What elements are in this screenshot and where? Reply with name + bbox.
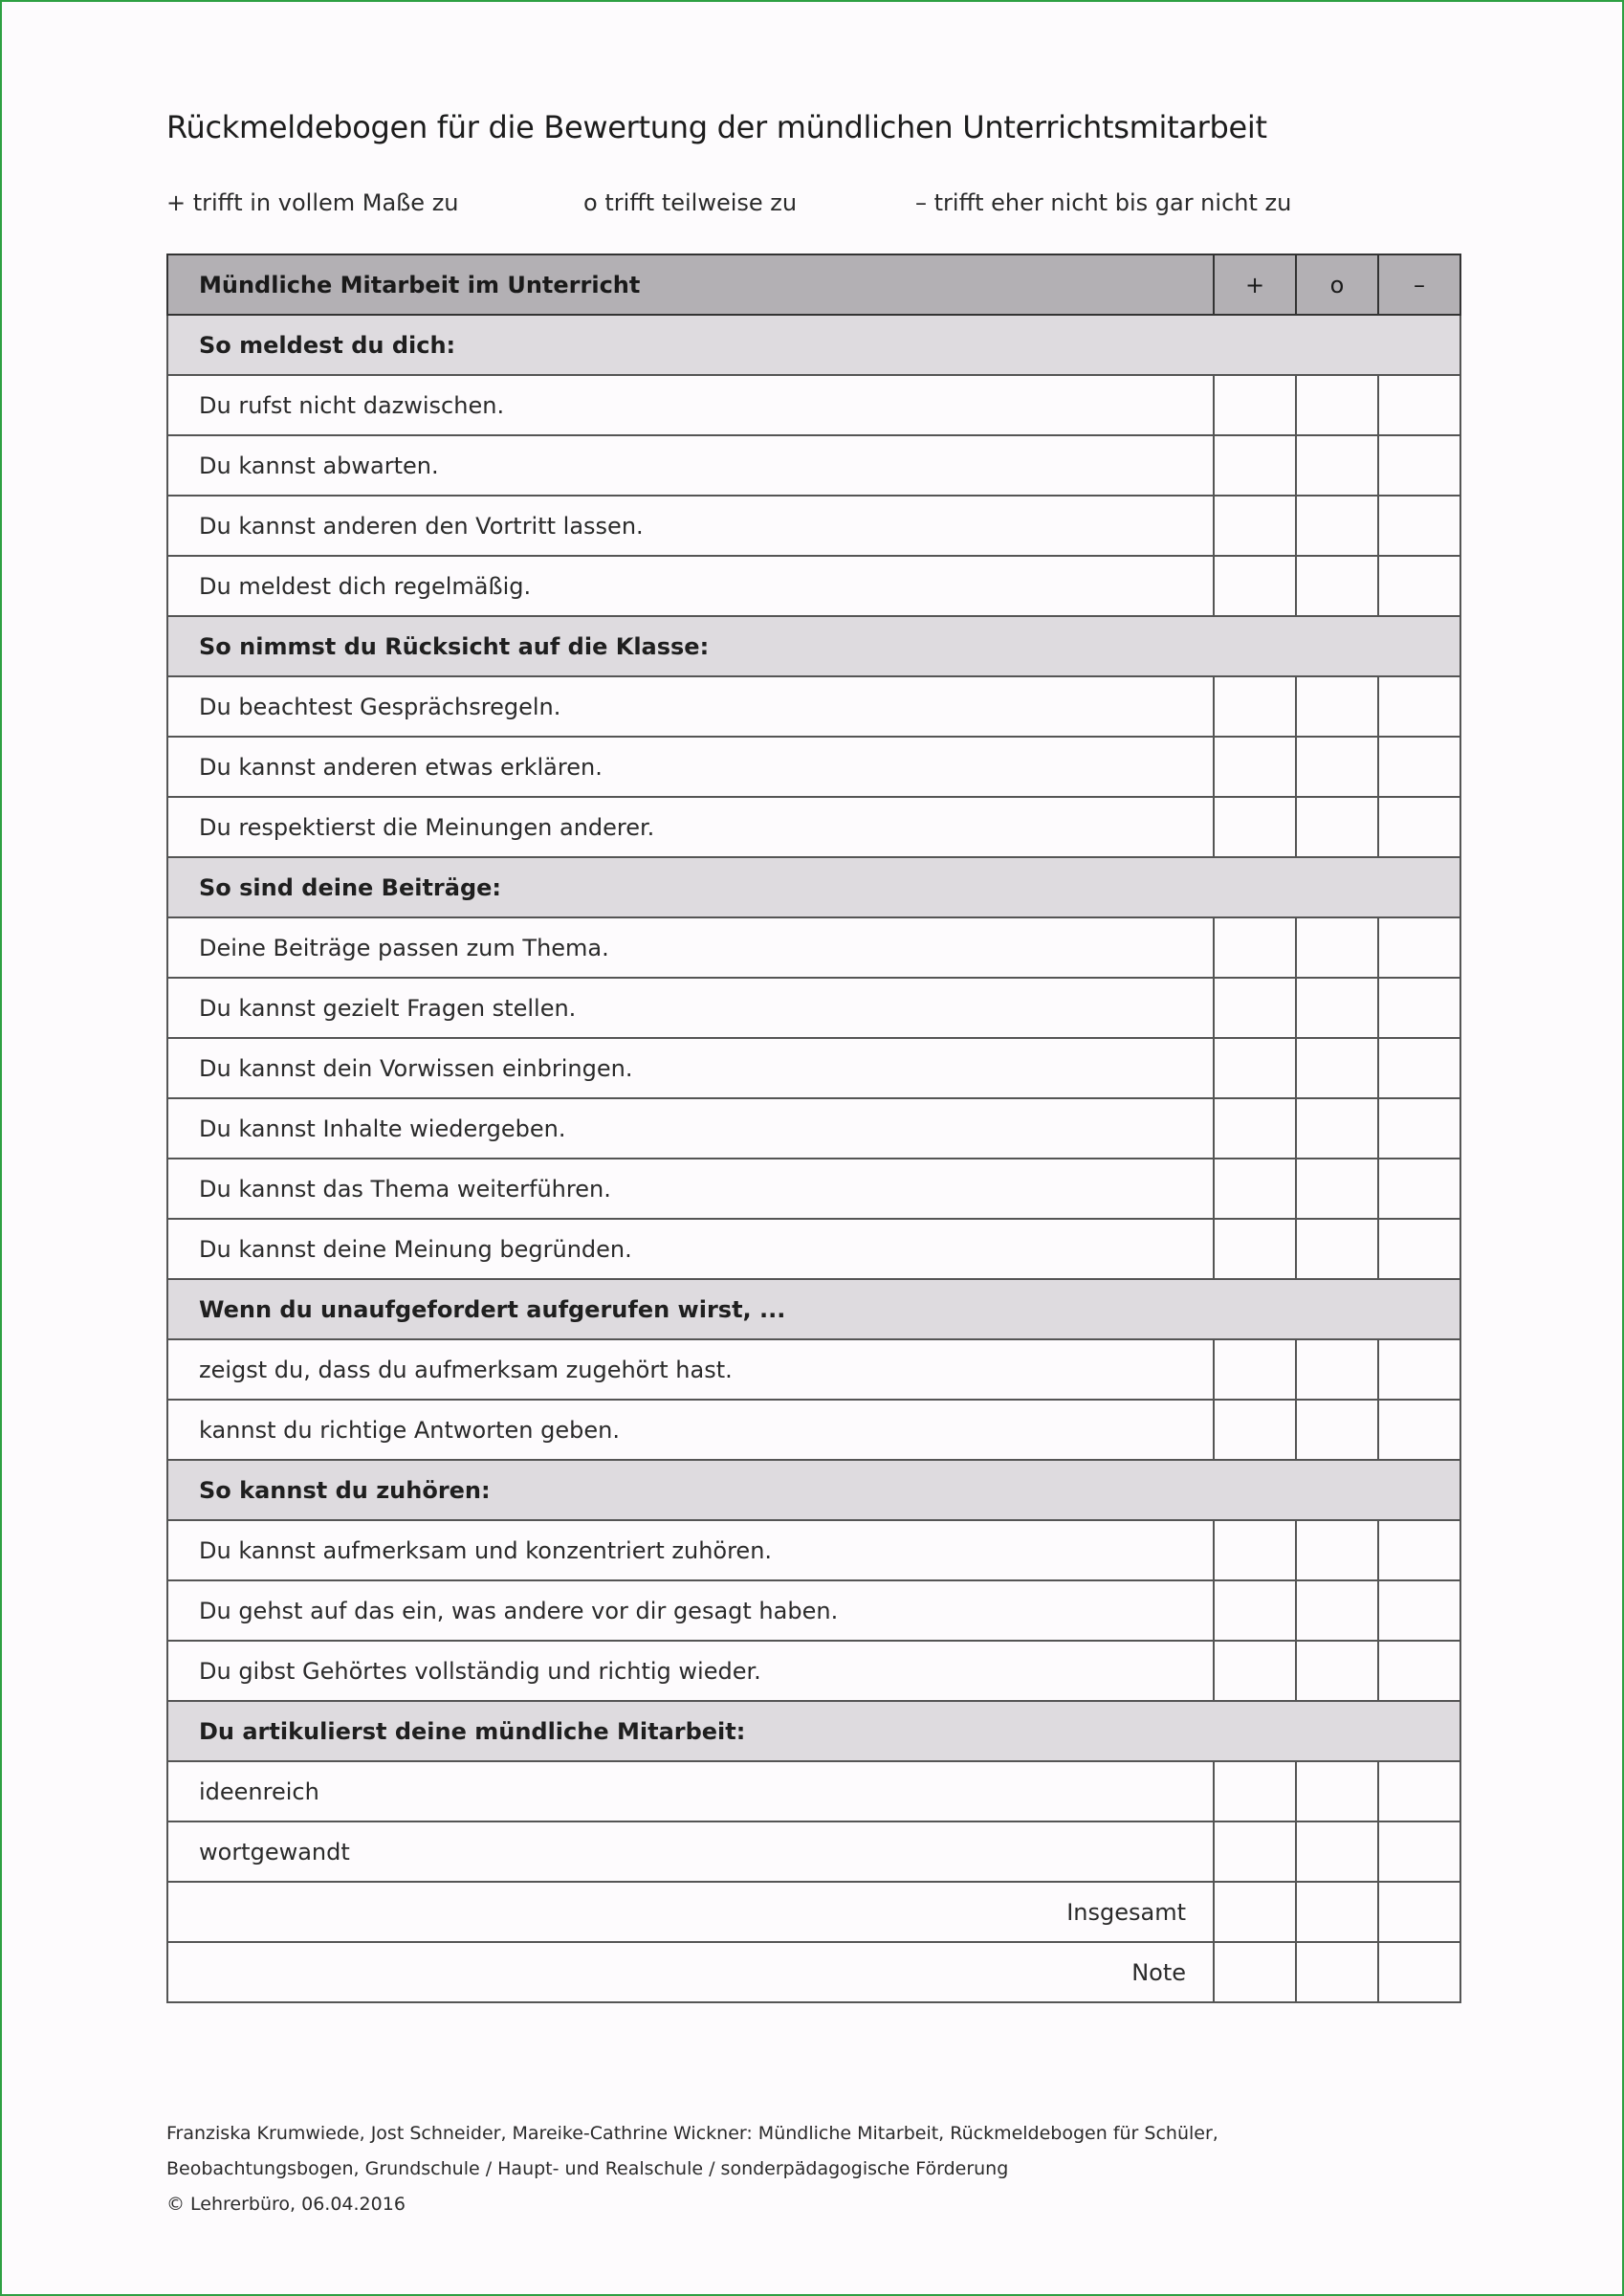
rating-cell-minus[interactable] xyxy=(1378,1580,1460,1641)
rating-cell-plus[interactable] xyxy=(1214,1159,1296,1219)
rating-cell-partial[interactable] xyxy=(1296,435,1378,496)
section-header-row xyxy=(167,857,1460,917)
rating-cell-plus[interactable] xyxy=(1214,496,1296,556)
grade-label: Note xyxy=(167,1942,1214,2002)
total-cell-plus[interactable] xyxy=(1214,1882,1296,1942)
rating-cell-partial[interactable] xyxy=(1296,1761,1378,1821)
rating-cell-partial[interactable] xyxy=(1296,1339,1378,1400)
column-header-partial: o xyxy=(1296,254,1378,315)
rating-cell-minus[interactable] xyxy=(1378,676,1460,737)
table-row xyxy=(167,1821,1460,1882)
criterion-text: Du gibst Gehörtes vollständig und richtig wieder. xyxy=(167,1641,1214,1701)
table-row xyxy=(167,917,1460,978)
rating-cell-plus[interactable] xyxy=(1214,1580,1296,1641)
table-header-title: Mündliche Mitarbeit im Unterricht xyxy=(167,254,1214,315)
table-row xyxy=(167,978,1460,1038)
rating-cell-minus[interactable] xyxy=(1378,496,1460,556)
table-row xyxy=(167,797,1460,857)
rating-cell-plus[interactable] xyxy=(1214,435,1296,496)
rating-cell-partial[interactable] xyxy=(1296,1580,1378,1641)
rating-cell-plus[interactable] xyxy=(1214,1520,1296,1580)
rating-cell-plus[interactable] xyxy=(1214,1400,1296,1460)
section-header-row xyxy=(167,1701,1460,1761)
rating-cell-minus[interactable] xyxy=(1378,1641,1460,1701)
rating-cell-partial[interactable] xyxy=(1296,496,1378,556)
table-row xyxy=(167,496,1460,556)
rating-cell-minus[interactable] xyxy=(1378,1339,1460,1400)
section-title: So nimmst du Rücksicht auf die Klasse: xyxy=(167,616,1460,676)
rating-cell-plus[interactable] xyxy=(1214,1339,1296,1400)
grade-row xyxy=(167,1942,1460,2002)
rating-cell-minus[interactable] xyxy=(1378,1219,1460,1279)
grade-cell-partial[interactable] xyxy=(1296,1942,1378,2002)
table-row xyxy=(167,1580,1460,1641)
section-header-row xyxy=(167,1460,1460,1520)
page-title: Rückmeldebogen für die Bewertung der mündlichen Unterrichtsmitarbeit xyxy=(166,109,1267,145)
rating-cell-partial[interactable] xyxy=(1296,1821,1378,1882)
rating-cell-minus[interactable] xyxy=(1378,737,1460,797)
table-row xyxy=(167,556,1460,616)
rating-cell-minus[interactable] xyxy=(1378,917,1460,978)
column-header-minus: – xyxy=(1378,254,1460,315)
rating-cell-plus[interactable] xyxy=(1214,1038,1296,1098)
section-title: Wenn du unaufgefordert aufgerufen wirst, ... xyxy=(167,1279,1460,1339)
rating-cell-plus[interactable] xyxy=(1214,1219,1296,1279)
table-header-row xyxy=(167,254,1460,315)
rating-cell-plus[interactable] xyxy=(1214,1641,1296,1701)
table-body xyxy=(167,315,1460,1882)
criterion-text: wortgewandt xyxy=(167,1821,1214,1882)
rating-cell-partial[interactable] xyxy=(1296,1098,1378,1159)
rating-cell-partial[interactable] xyxy=(1296,1159,1378,1219)
criterion-text: Deine Beiträge passen zum Thema. xyxy=(167,917,1214,978)
grade-cell-minus[interactable] xyxy=(1378,1942,1460,2002)
rating-cell-plus[interactable] xyxy=(1214,556,1296,616)
column-header-plus: + xyxy=(1214,254,1296,315)
table-row xyxy=(167,1098,1460,1159)
criterion-text: Du kannst gezielt Fragen stellen. xyxy=(167,978,1214,1038)
section-title: Du artikulierst deine mündliche Mitarbeit: xyxy=(167,1701,1460,1761)
section-title: So meldest du dich: xyxy=(167,315,1460,375)
rating-cell-minus[interactable] xyxy=(1378,1400,1460,1460)
table-row xyxy=(167,1641,1460,1701)
rating-cell-minus[interactable] xyxy=(1378,1038,1460,1098)
rating-cell-minus[interactable] xyxy=(1378,556,1460,616)
rating-cell-minus[interactable] xyxy=(1378,1098,1460,1159)
total-cell-minus[interactable] xyxy=(1378,1882,1460,1942)
rating-cell-partial[interactable] xyxy=(1296,1520,1378,1580)
rating-cell-partial[interactable] xyxy=(1296,1400,1378,1460)
rating-cell-plus[interactable] xyxy=(1214,1098,1296,1159)
criterion-text: Du gehst auf das ein, was andere vor dir gesagt haben. xyxy=(167,1580,1214,1641)
table-row xyxy=(167,435,1460,496)
rating-cell-minus[interactable] xyxy=(1378,1761,1460,1821)
total-row xyxy=(167,1882,1460,1942)
criterion-text: Du meldest dich regelmäßig. xyxy=(167,556,1214,616)
section-title: So sind deine Beiträge: xyxy=(167,857,1460,917)
table-row xyxy=(167,375,1460,435)
criterion-text: Du rufst nicht dazwischen. xyxy=(167,375,1214,435)
criterion-text: Du kannst das Thema weiterführen. xyxy=(167,1159,1214,1219)
criterion-text: Du kannst aufmerksam und konzentriert zuhören. xyxy=(167,1520,1214,1580)
grade-cell-plus[interactable] xyxy=(1214,1942,1296,2002)
rating-cell-minus[interactable] xyxy=(1378,375,1460,435)
rating-cell-minus[interactable] xyxy=(1378,978,1460,1038)
document-footer xyxy=(166,2116,1218,2222)
legend-partial: o trifft teilweise zu xyxy=(583,189,798,216)
rating-cell-plus[interactable] xyxy=(1214,797,1296,857)
footer-citation-line-2: Beobachtungsbogen, Grundschule / Haupt- und Realschule / sonderpädagogische Förderung xyxy=(166,2158,1009,2179)
rating-cell-partial[interactable] xyxy=(1296,1641,1378,1701)
criterion-text: Du beachtest Gesprächsregeln. xyxy=(167,676,1214,737)
criterion-text: Du kannst anderen etwas erklären. xyxy=(167,737,1214,797)
rating-cell-plus[interactable] xyxy=(1214,978,1296,1038)
legend-plus: + trifft in vollem Maße zu xyxy=(166,189,459,216)
criterion-text: Du kannst deine Meinung begründen. xyxy=(167,1219,1214,1279)
rating-cell-plus[interactable] xyxy=(1214,676,1296,737)
rating-cell-plus[interactable] xyxy=(1214,1821,1296,1882)
table-row xyxy=(167,1219,1460,1279)
criterion-text: ideenreich xyxy=(167,1761,1214,1821)
rating-cell-minus[interactable] xyxy=(1378,797,1460,857)
criterion-text: Du kannst dein Vorwissen einbringen. xyxy=(167,1038,1214,1098)
rating-cell-partial[interactable] xyxy=(1296,978,1378,1038)
feedback-table xyxy=(166,254,1461,2003)
criterion-text: Du kannst anderen den Vortritt lassen. xyxy=(167,496,1214,556)
rating-cell-partial[interactable] xyxy=(1296,737,1378,797)
legend-minus: – trifft eher nicht bis gar nicht zu xyxy=(915,189,1292,216)
rating-cell-minus[interactable] xyxy=(1378,435,1460,496)
footer-copyright: © Lehrerbüro, 06.04.2016 xyxy=(166,2194,406,2215)
table-row xyxy=(167,1159,1460,1219)
rating-cell-partial[interactable] xyxy=(1296,797,1378,857)
total-label: Insgesamt xyxy=(167,1882,1214,1942)
table-row xyxy=(167,1400,1460,1460)
rating-cell-partial[interactable] xyxy=(1296,1038,1378,1098)
section-header-row xyxy=(167,1279,1460,1339)
rating-cell-partial[interactable] xyxy=(1296,917,1378,978)
rating-cell-partial[interactable] xyxy=(1296,1219,1378,1279)
rating-cell-minus[interactable] xyxy=(1378,1520,1460,1580)
section-header-row xyxy=(167,616,1460,676)
footer-citation-line-1: Franziska Krumwiede, Jost Schneider, Mareike-Cathrine Wickner: Mündliche Mitarbeit, Rückmeldebogen für Schüler, xyxy=(166,2123,1218,2144)
criterion-text: zeigst du, dass du aufmerksam zugehört hast. xyxy=(167,1339,1214,1400)
table-row xyxy=(167,676,1460,737)
table-row xyxy=(167,1761,1460,1821)
criterion-text: Du kannst Inhalte wiedergeben. xyxy=(167,1098,1214,1159)
total-cell-partial[interactable] xyxy=(1296,1882,1378,1942)
criterion-text: Du respektierst die Meinungen anderer. xyxy=(167,797,1214,857)
section-header-row xyxy=(167,315,1460,375)
rating-cell-plus[interactable] xyxy=(1214,917,1296,978)
table-row xyxy=(167,1038,1460,1098)
rating-cell-partial[interactable] xyxy=(1296,375,1378,435)
rating-cell-minus[interactable] xyxy=(1378,1159,1460,1219)
table-row xyxy=(167,1520,1460,1580)
criterion-text: kannst du richtige Antworten geben. xyxy=(167,1400,1214,1460)
table-row xyxy=(167,1339,1460,1400)
rating-cell-minus[interactable] xyxy=(1378,1821,1460,1882)
rating-cell-plus[interactable] xyxy=(1214,1761,1296,1821)
rating-cell-partial[interactable] xyxy=(1296,556,1378,616)
section-title: So kannst du zuhören: xyxy=(167,1460,1460,1520)
rating-cell-plus[interactable] xyxy=(1214,737,1296,797)
criterion-text: Du kannst abwarten. xyxy=(167,435,1214,496)
rating-cell-partial[interactable] xyxy=(1296,676,1378,737)
rating-cell-plus[interactable] xyxy=(1214,375,1296,435)
table-row xyxy=(167,737,1460,797)
